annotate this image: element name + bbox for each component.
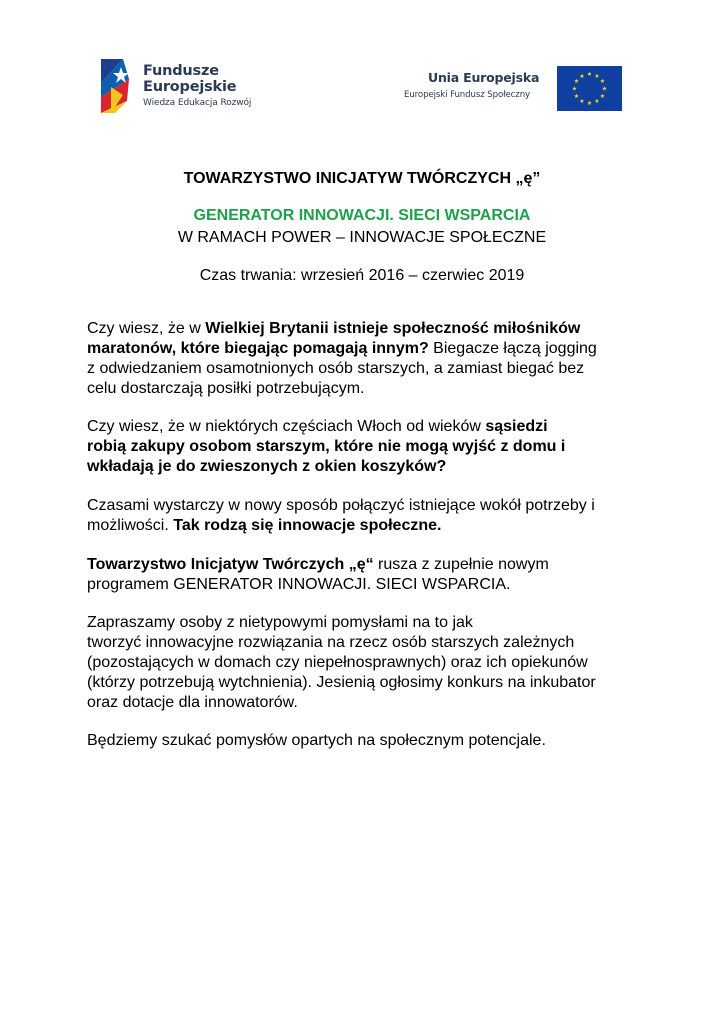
organization-title: TOWARZYSTWO INICJATYW TWÓRCZYCH „ę” xyxy=(183,170,541,187)
ue-logo-name: Unia Europejska xyxy=(428,70,540,85)
p5-text: Zapraszamy osoby z nietypowymi pomysłami na to jak xyxy=(87,614,473,631)
p1-text: z odwiedzaniem osamotnionych osób starszych, a zamiast biegać bez xyxy=(87,360,585,377)
p3-text: Czasami wystarczy w nowy sposób połączyć istniejące wokół potrzeby i xyxy=(87,497,595,514)
svg-text:★: ★ xyxy=(599,93,606,100)
p4-bold: Towarzystwo Inicjatyw Twórczych „ę“ xyxy=(87,556,374,573)
program-duration: Czas trwania: wrzesień 2016 – czerwiec 2019 xyxy=(199,267,525,284)
fundusze-europejskie-logo xyxy=(99,57,269,117)
p2-bold: sąsiedzi xyxy=(485,418,548,435)
svg-text:★: ★ xyxy=(571,85,578,93)
p2-text: Czy wiesz, że w niektórych częściach Włoch od wieków xyxy=(87,418,486,435)
paragraph-invitation xyxy=(87,613,647,713)
fundusze-europejskie-emblem-icon xyxy=(99,57,139,115)
p1-text: Biegacze łączą jogging xyxy=(428,340,597,357)
paragraph-uk-marathon xyxy=(87,319,647,399)
svg-text:★: ★ xyxy=(573,78,580,85)
p2-bold: wkładają je do zwieszonych z okien koszyków? xyxy=(87,458,447,475)
p5-text: (pozostających w domach czy niepełnosprawnych) oraz ich opiekunów xyxy=(87,654,588,671)
eu-flag-icon xyxy=(557,66,622,111)
fe-logo-line1: Fundusze xyxy=(143,63,219,79)
p1-bold: Wielkiej Brytanii istnieje społeczność miłośników xyxy=(205,320,581,337)
p1-bold: maratonów, które biegając pomagają innym? xyxy=(87,340,429,357)
paragraph-closing xyxy=(87,731,647,751)
paragraph-social-innovation xyxy=(87,496,647,536)
ue-logo-subtitle: Europejski Fundusz Społeczny xyxy=(404,90,531,100)
program-title: GENERATOR INNOWACJI. SIECI WSPARCIA xyxy=(193,207,531,224)
p5-text: tworzyć innowacyjne rozwiązania na rzecz osób starszych zależnych xyxy=(87,634,575,651)
svg-text:★: ★ xyxy=(599,78,606,85)
p4-text: programem GENERATOR INNOWACJI. SIECI WSPARCIA. xyxy=(87,576,511,593)
paragraph-program-launch xyxy=(87,555,647,595)
p6-text: Będziemy szukać pomysłów opartych na społecznym potencjale. xyxy=(87,732,546,749)
p1-text: celu dostarczają posiłki potrzebującym. xyxy=(87,380,365,397)
p3-text: możliwości. xyxy=(87,517,174,534)
svg-text:★: ★ xyxy=(594,73,600,80)
p5-text: oraz dotacje dla innowatorów. xyxy=(87,694,298,711)
p3-bold: Tak rodzą się innowacje społeczne. xyxy=(173,517,442,534)
svg-text:★: ★ xyxy=(573,93,580,100)
fe-logo-subtitle: Wiedza Edukacja Rozwój xyxy=(143,98,252,108)
svg-text:★: ★ xyxy=(579,73,585,80)
paragraph-italy-neighbours xyxy=(87,417,647,477)
unia-europejska-logo xyxy=(404,66,622,112)
svg-text:★: ★ xyxy=(586,71,593,78)
p1-text: Czy wiesz, że w xyxy=(87,320,206,337)
svg-text:★: ★ xyxy=(586,100,593,107)
p5-text: (którzy potrzebują wytchnienia). Jesienią ogłosimy konkurs na inkubator xyxy=(87,674,596,691)
svg-text:★: ★ xyxy=(579,98,585,105)
fe-logo-line2: Europejskie xyxy=(143,79,237,95)
p2-bold: robią zakupy osobom starszym, które nie mogą wyjść z domu i xyxy=(87,438,566,455)
svg-text:★: ★ xyxy=(601,85,608,93)
p4-text: rusza z zupełnie nowym xyxy=(373,556,549,573)
program-context: W RAMACH POWER – INNOWACJE SPOŁECZNE xyxy=(177,229,547,246)
svg-text:★: ★ xyxy=(594,98,600,105)
